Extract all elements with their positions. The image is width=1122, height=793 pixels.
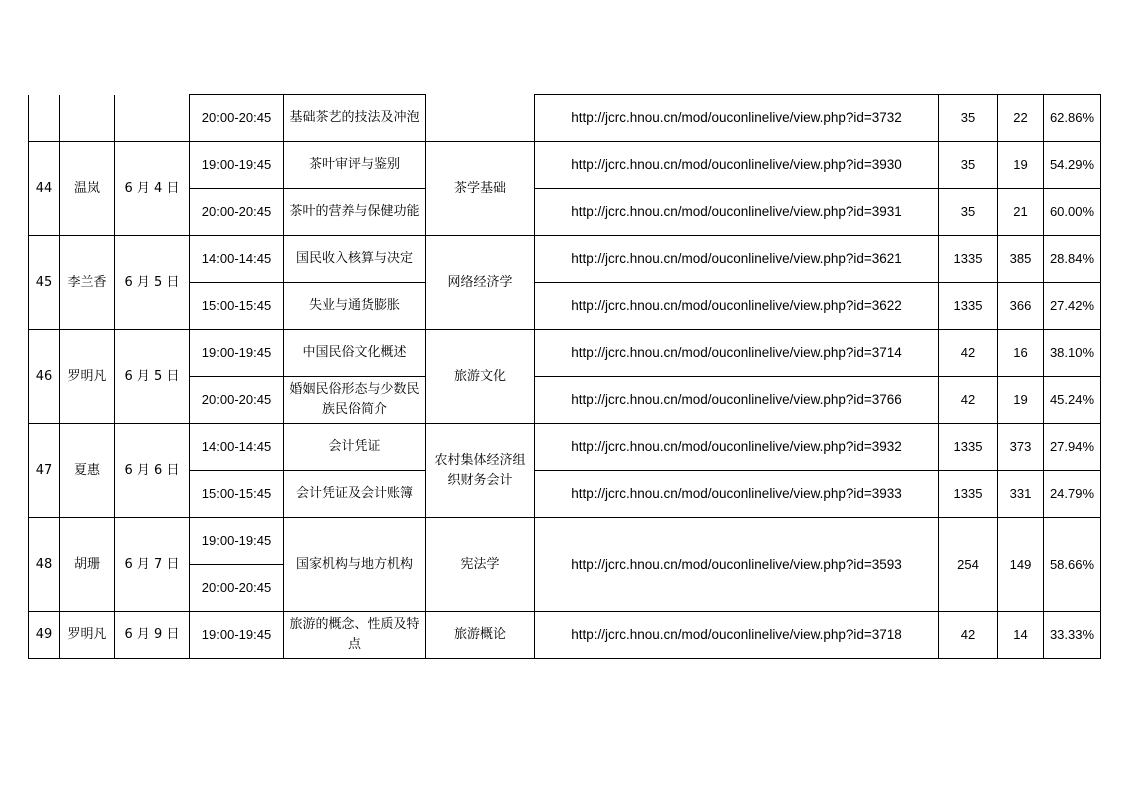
course-name [426, 95, 535, 142]
session-date [115, 95, 190, 142]
total-count: 35 [939, 189, 998, 236]
session-topic: 基础茶艺的技法及冲泡 [284, 95, 426, 142]
session-link[interactable]: http://jcrc.hnou.cn/mod/ouconlinelive/view.php?id=3932 [535, 424, 939, 471]
session-time: 20:00-20:45 [190, 189, 284, 236]
table-row [29, 471, 1101, 518]
teacher-name: 夏惠 [60, 424, 115, 518]
session-time: 20:00-20:45 [190, 95, 284, 142]
session-date: 6 月 7 日 [115, 518, 190, 612]
session-link[interactable]: http://jcrc.hnou.cn/mod/ouconlinelive/view.php?id=3621 [535, 236, 939, 283]
total-count: 42 [939, 377, 998, 424]
session-time: 19:00-19:45 [190, 330, 284, 377]
session-date: 6 月 5 日 [115, 236, 190, 330]
session-topic: 会计凭证 [284, 424, 426, 471]
session-link[interactable]: http://jcrc.hnou.cn/mod/ouconlinelive/view.php?id=3593 [535, 518, 939, 612]
session-topic: 中国民俗文化概述 [284, 330, 426, 377]
session-link[interactable]: http://jcrc.hnou.cn/mod/ouconlinelive/view.php?id=3933 [535, 471, 939, 518]
attend-rate: 33.33% [1044, 612, 1101, 659]
attend-count: 19 [998, 377, 1044, 424]
table-row [29, 424, 1101, 471]
session-topic: 国民收入核算与决定 [284, 236, 426, 283]
session-time: 14:00-14:45 [190, 236, 284, 283]
session-topic: 会计凭证及会计账簿 [284, 471, 426, 518]
table-row [29, 189, 1101, 236]
teacher-name [60, 95, 115, 142]
course-name: 网络经济学 [426, 236, 535, 330]
session-time: 15:00-15:45 [190, 283, 284, 330]
session-time: 20:00-20:45 [190, 377, 284, 424]
table-row [29, 377, 1101, 424]
row-number: 45 [29, 236, 60, 330]
course-name: 旅游概论 [426, 612, 535, 659]
session-link[interactable]: http://jcrc.hnou.cn/mod/ouconlinelive/view.php?id=3732 [535, 95, 939, 142]
table-row [29, 612, 1101, 659]
row-number: 46 [29, 330, 60, 424]
teacher-name: 温岚 [60, 142, 115, 236]
session-topic: 茶叶的营养与保健功能 [284, 189, 426, 236]
teacher-name: 罗明凡 [60, 612, 115, 659]
session-time: 19:00-19:45 [190, 142, 284, 189]
attend-count: 331 [998, 471, 1044, 518]
session-link[interactable]: http://jcrc.hnou.cn/mod/ouconlinelive/view.php?id=3931 [535, 189, 939, 236]
attend-count: 385 [998, 236, 1044, 283]
session-time: 15:00-15:45 [190, 471, 284, 518]
attend-rate: 38.10% [1044, 330, 1101, 377]
session-time: 19:00-19:45 [190, 612, 284, 659]
schedule-table [28, 94, 1101, 659]
session-topic: 失业与通货膨胀 [284, 283, 426, 330]
attend-count: 16 [998, 330, 1044, 377]
session-link[interactable]: http://jcrc.hnou.cn/mod/ouconlinelive/view.php?id=3714 [535, 330, 939, 377]
row-number: 48 [29, 518, 60, 612]
session-date: 6 月 9 日 [115, 612, 190, 659]
table-row [29, 236, 1101, 283]
course-name: 宪法学 [426, 518, 535, 612]
total-count: 1335 [939, 424, 998, 471]
teacher-name: 罗明凡 [60, 330, 115, 424]
row-number [29, 95, 60, 142]
attend-count: 21 [998, 189, 1044, 236]
total-count: 1335 [939, 283, 998, 330]
session-date: 6 月 4 日 [115, 142, 190, 236]
row-number: 44 [29, 142, 60, 236]
session-topic: 国家机构与地方机构 [284, 518, 426, 612]
course-name: 茶学基础 [426, 142, 535, 236]
total-count: 35 [939, 142, 998, 189]
session-link[interactable]: http://jcrc.hnou.cn/mod/ouconlinelive/view.php?id=3930 [535, 142, 939, 189]
total-count: 1335 [939, 236, 998, 283]
attend-rate: 45.24% [1044, 377, 1101, 424]
table-row [29, 95, 1101, 142]
session-time: 14:00-14:45 [190, 424, 284, 471]
total-count: 35 [939, 95, 998, 142]
table-row [29, 283, 1101, 330]
attend-count: 19 [998, 142, 1044, 189]
attend-rate: 58.66% [1044, 518, 1101, 612]
teacher-name: 李兰香 [60, 236, 115, 330]
session-topic: 旅游的概念、性质及特点 [284, 612, 426, 659]
course-name: 农村集体经济组织财务会计 [426, 424, 535, 518]
attend-count: 14 [998, 612, 1044, 659]
table-row [29, 142, 1101, 189]
total-count: 42 [939, 330, 998, 377]
course-name: 旅游文化 [426, 330, 535, 424]
session-date: 6 月 5 日 [115, 330, 190, 424]
attend-rate: 27.42% [1044, 283, 1101, 330]
attend-rate: 60.00% [1044, 189, 1101, 236]
session-topic: 婚姻民俗形态与少数民族民俗简介 [284, 377, 426, 424]
attend-rate: 54.29% [1044, 142, 1101, 189]
attend-rate: 28.84% [1044, 236, 1101, 283]
total-count: 254 [939, 518, 998, 612]
row-number: 49 [29, 612, 60, 659]
row-number: 47 [29, 424, 60, 518]
session-topic: 茶叶审评与鉴别 [284, 142, 426, 189]
teacher-name: 胡珊 [60, 518, 115, 612]
attend-count: 149 [998, 518, 1044, 612]
attend-rate: 24.79% [1044, 471, 1101, 518]
session-link[interactable]: http://jcrc.hnou.cn/mod/ouconlinelive/view.php?id=3622 [535, 283, 939, 330]
session-link[interactable]: http://jcrc.hnou.cn/mod/ouconlinelive/view.php?id=3766 [535, 377, 939, 424]
total-count: 42 [939, 612, 998, 659]
attend-count: 366 [998, 283, 1044, 330]
session-time: 19:00-19:45 [190, 518, 284, 565]
table-row [29, 518, 1101, 565]
attend-count: 22 [998, 95, 1044, 142]
session-date: 6 月 6 日 [115, 424, 190, 518]
attend-rate: 62.86% [1044, 95, 1101, 142]
session-link[interactable]: http://jcrc.hnou.cn/mod/ouconlinelive/view.php?id=3718 [535, 612, 939, 659]
table-row [29, 330, 1101, 377]
session-time: 20:00-20:45 [190, 565, 284, 612]
attend-rate: 27.94% [1044, 424, 1101, 471]
total-count: 1335 [939, 471, 998, 518]
attend-count: 373 [998, 424, 1044, 471]
